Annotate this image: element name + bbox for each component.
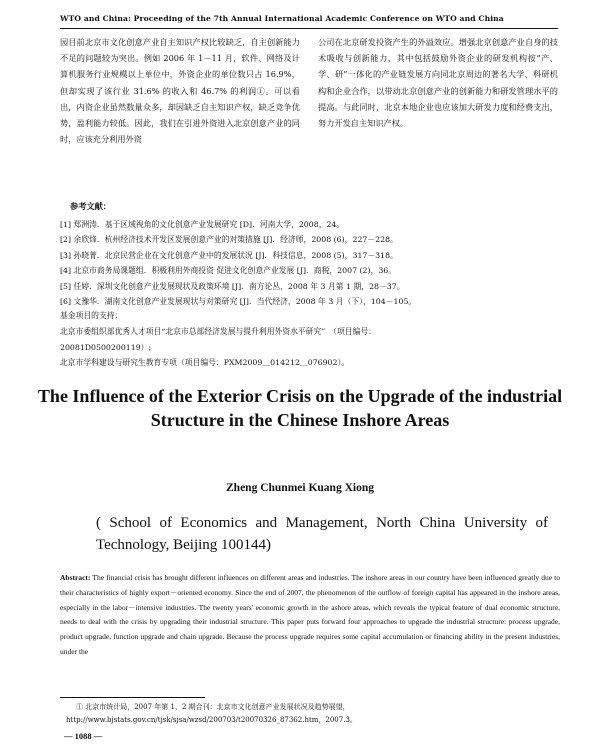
abstract	[60, 571, 560, 660]
funding-section	[60, 308, 560, 371]
reference-item: [1] 郑洲涛．基于区域视角的文化创意产业发展研究 [D]．河南大学，2008，24。	[60, 220, 345, 229]
abstract-text: The financial crisis has brought different influences on different areas and industries. The inshore areas in our country have been influenced greatly due to their characteristics of highly export－oriented economy. Since the end of 2007, the phenomenon of the outflow of foreign capital has appeared in the inshore areas, especially in the labor－intensive industries. The twenty years' economic growth in the ashore areas, which reveals the typical feature of dual economic structure, needs to deal with the crisis by upgrading their industrial structure. This paper puts forward four approaches to upgrade the industrial structure: process upgrade, product upgrade, function upgrade and chain upgrade. Because the process upgrade requires some capital accumulation or financing ability in the present industries, under the	[60, 573, 560, 656]
funding-item-1-cont: 20081D0500200119）;	[60, 342, 152, 352]
reference-item: [5] 任婷．深圳文化创意产业发展现状及政策环境 [J]．南方论丛，2008 年 3 月第 1 期，28－37。	[60, 281, 405, 291]
funding-heading: 基金项目的支持：	[60, 311, 123, 320]
reference-item: [3] 孙晓菁．北京民营企业在文化创意产业中的发展状况 [J]．科技信息，2008 (5)，317－318。	[60, 250, 398, 260]
paper-title: The Influence of the Exterior Crisis on the Upgrade of the industrial Structure in the Chinese Inshore Areas	[37, 386, 563, 430]
reference-item: [4] 北京市商务局课题组．积极利用外商投资 促进文化创意产业发展 [J]．商税，2007 (2)，36。	[60, 266, 397, 276]
running-head: WTO and China: Proceeding of the 7th Annual International Academic Conference on WTO and China	[60, 14, 504, 23]
reference-item: [6] 文豫华．湖南文化创意产业发展现状与对策研究 [J]．当代经济，2008 年 3 月（下），104－105。	[60, 297, 417, 307]
reference-list	[60, 217, 560, 309]
funding-item-1: 北京市委组织部优秀人才项目“北京市总部经济发展与提升利用外资水平研究” （项目编号：	[60, 326, 376, 336]
right-column-text: 公司在北京研发投资产生的外溢效应。增强北京创意产业自身的技术吸收与创新能力，其中包括鼓励外资企业的研发机构按“产、学、研”一体化的产业链发展方向同北京周边的著名大学、科研机构和企业合作，以带动北京创意产业的创新能力和研发管理水平的提高。与此同时，北京本地企业也应该加大研发力度和经费支出，努力开发自主知识产权。	[318, 37, 558, 129]
left-column-text: 园目前北京市文化创意产业自主知识产权比较缺乏，自主创新能力不足的问题较为突出。例如 2006 年 1－11 月，软件、网络及计算机服务行业规模以上单位中，外资企业的单位数只占 16.9%，但却实现了该行业 31.6% 的收入和 46.7% 的利润①。可以看出，内资企业虽然数量众多，却因缺乏自主知识产权，缺乏竞争优势，盈利能力较低。因此，我们在引进外资进入北京创意产业的同时，应该充分利用外资	[60, 37, 300, 145]
footnote: ① 北京市统计局，2007 年第 1、2 期合刊：北京市文化创意产业发展状况及趋势展望，http://www.bjstats.gov.cn/tjsk/sjsa/wzsd/200703/t20070326_87362.htm，2007.3。	[66, 703, 357, 724]
body-column-left	[60, 34, 300, 147]
page-number: — 1088 —	[64, 731, 103, 741]
footnote-divider	[60, 697, 205, 698]
reference-item: [2] 余欣烽．杭州经济技术开发区发展创意产业的对策措施 [J]．经济师，2008 (6)，227－228。	[60, 235, 398, 245]
abstract-label: Abstract:	[60, 573, 91, 582]
body-column-right	[318, 34, 558, 131]
funding-item-2: 北京市学科建设与研究生教育专项（项目编号：PXM2009＿014212＿076902）。	[60, 358, 350, 368]
header-divider	[60, 28, 558, 29]
affiliation: ( School of Economics and Management, North China University of Technology, Beijing 100144)	[96, 515, 548, 553]
references-heading: 参考文献：	[70, 201, 111, 211]
authors: Zheng Chunmei Kuang Xiong	[226, 482, 374, 494]
